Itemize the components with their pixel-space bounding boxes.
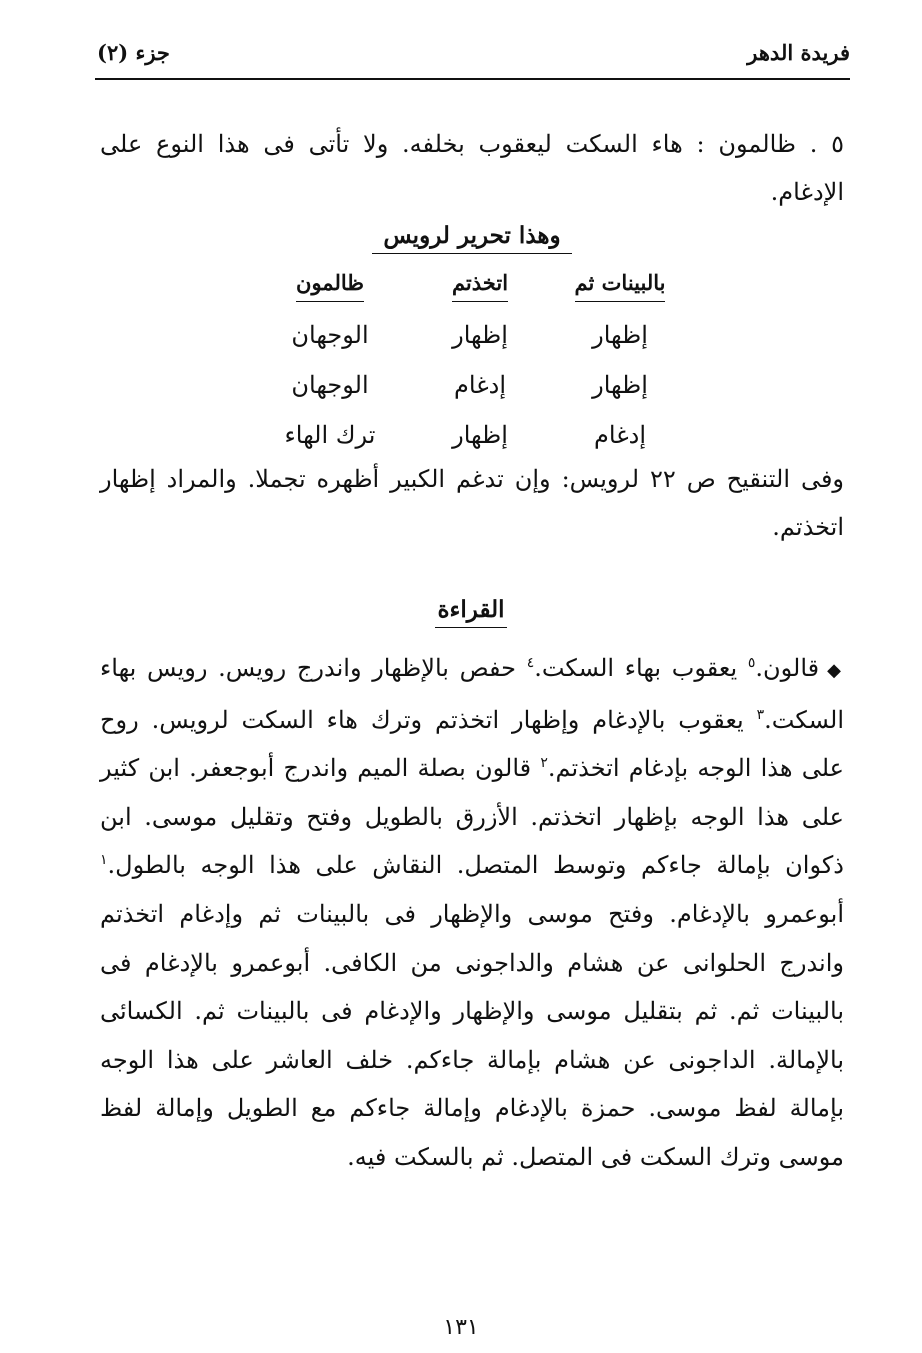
page-number: ١٣١ — [443, 1315, 479, 1340]
table-cell: الوجهان — [291, 371, 369, 399]
reading-segment: يعقوب بالإدغام وإظهار اتخذتم وترك هاء السكت لرويس. روح على هذا الوجه بإدغام اتخذتم. — [100, 705, 844, 783]
reading-segment: قالون بصلة الميم واندرج أبوجعفر. ابن كثير على هذا الوجه بإظهار اتخذتم. الأزرق بالطويل وفتح وتقليل موسى. ابن ذكوان بإمالة جاءكم وتوسط المتصل. النقاش على هذا الوجه بالطول. — [100, 754, 844, 880]
header-rule — [95, 78, 850, 80]
reading-segment: يعقوب بهاء السكت. — [534, 654, 748, 682]
table-cell: إدغام — [453, 371, 507, 399]
paragraph-note-5: ٥ . ظالمون : هاء السكت ليعقوب بخلفه. ولا تأتى فى هذا النوع على الإدغام. — [100, 130, 844, 206]
table-title: وهذا تحرير لرويس — [372, 222, 572, 254]
diamond-bullet-icon: ◆ — [827, 660, 844, 681]
paragraph-tanqih: وفى التنقيح ص ٢٢ لرويس: وإن تدغم الكبير أظهره تجملا. والمراد إظهار اتخذتم. — [100, 465, 845, 541]
footnote-marker: ٢ — [540, 755, 548, 772]
footnote-marker: ٥ — [747, 655, 756, 671]
running-header-part: جزء (٢) — [97, 40, 170, 65]
table-cell: ترك الهاء — [284, 421, 376, 449]
reading-segment: قالون. — [755, 654, 820, 682]
footnote-marker: ١ — [100, 852, 108, 869]
table-header: ظالمون — [296, 270, 364, 302]
table-cell: إظهار — [592, 371, 648, 399]
table-cell: إدغام — [593, 421, 647, 449]
reading-paragraph — [100, 644, 844, 1182]
running-header-title: فريدة الدهر — [747, 40, 850, 65]
footnote-marker: ٣ — [756, 706, 765, 723]
table-header: اتخذتم — [452, 270, 508, 302]
table-cell: إظهار — [452, 421, 508, 449]
reading-segment: حفص بالإظهار واندرج رويس. رويس بهاء السكت. — [100, 654, 844, 734]
reading-title: القراءة — [435, 596, 507, 628]
table-column-3 — [270, 268, 390, 460]
table-cell: إظهار — [452, 321, 508, 349]
table-header: بالبينات ثم — [575, 270, 666, 302]
table-column-1 — [550, 268, 690, 460]
table-cell: الوجهان — [291, 321, 369, 349]
footnote-marker: ٤ — [526, 655, 535, 671]
table-cell: إظهار — [592, 321, 648, 349]
reading-segment: أبوعمرو بالإدغام. وفتح موسى والإظهار فى بالبينات ثم وإدغام اتخذتم واندرج الحلوانى عن هشام والداجونى من الكافى. أبوعمرو بالإدغام فى بالبينات ثم. ثم بتقليل موسى والإظهار والإدغام فى بالبينات ثم. الكسائى بالإمالة. الداجونى عن هشام بإمالة جاءكم. خلف العاشر على هذا الوجه بإمالة لفظ موسى. حمزة بالإدغام وإمالة جاءكم مع الطويل وإمالة لفظ موسى وترك السكت فى المتصل. ثم بالسكت فيه. — [100, 899, 845, 1171]
table-column-2 — [415, 268, 545, 460]
